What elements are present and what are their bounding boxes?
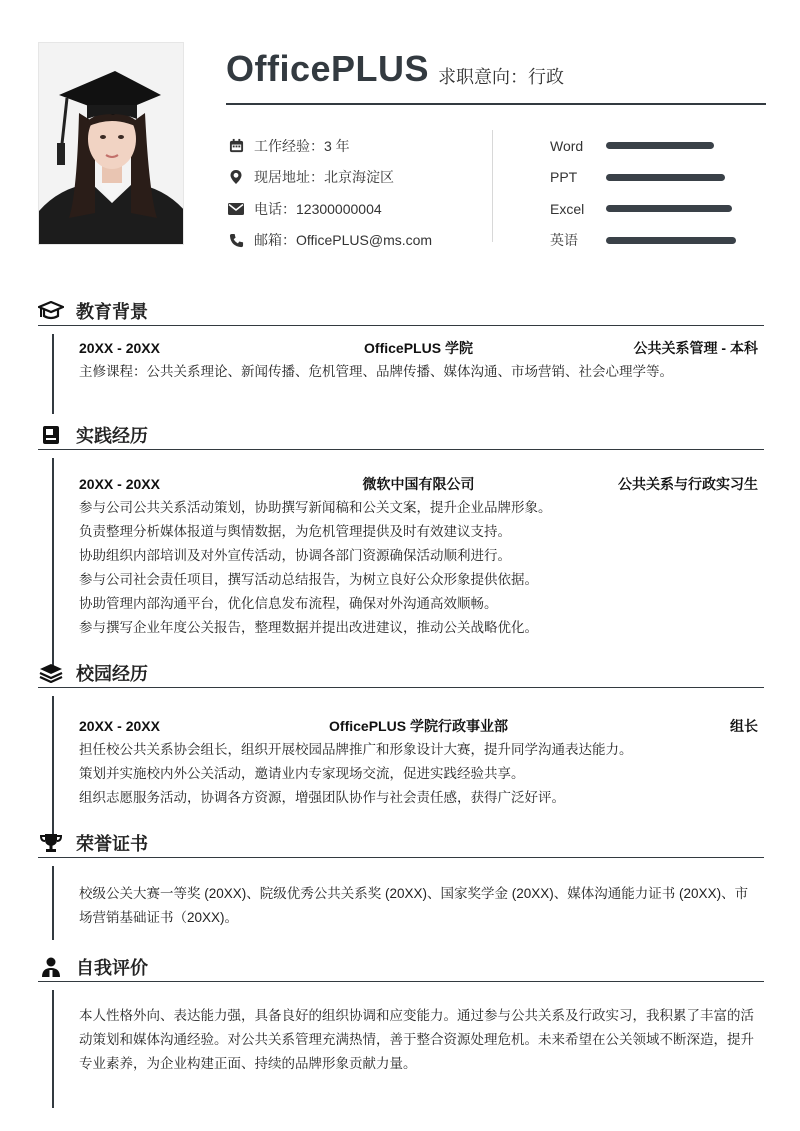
section-title-text: 校园经历: [76, 663, 148, 684]
entry-line: 组织志愿服务活动，协调各方资源，增强团队协作与社会责任感，获得广泛好评。: [79, 790, 565, 805]
section-body: [38, 326, 764, 414]
info-address-text: 现居地址：北京海淀区: [254, 169, 394, 186]
section-honors: [38, 828, 764, 940]
skill-row: [550, 225, 765, 257]
skill-label: PPT: [550, 169, 578, 186]
info-phone: [228, 193, 488, 225]
document-icon: [38, 424, 64, 446]
section-title-text: 自我评价: [76, 957, 148, 978]
skill-row: [550, 130, 765, 162]
section-body: [38, 688, 764, 834]
info-phone-text: 电话：12300000004: [254, 200, 382, 217]
info-address: [228, 162, 488, 194]
section-title: [38, 420, 764, 450]
entry-line: 策划并实施校内外公关活动，邀请业内专家现场交流，促进实践经验共享。: [79, 766, 525, 781]
calendar-icon: [228, 138, 244, 154]
info-experience: [228, 130, 488, 162]
header-divider: [226, 103, 766, 105]
profile-photo: [38, 42, 184, 245]
section-education: [38, 296, 764, 414]
self-evaluation-text: 本人性格外向、表达能力强，具备良好的组织协调和应变能力。通过参与公共关系及行政实习，我积累了丰富的活动策划和媒体沟通经验。对公共关系管理充满热情，善于整合资源处理危机。未来希望在公关领域不断深造，提升专业素养，为企业构建正面、持续的品牌形象贡献力量。: [79, 1008, 754, 1071]
skill-bar: [606, 237, 736, 244]
section-timeline: [52, 458, 54, 668]
skill-bar: [606, 205, 732, 212]
job-target: 求职意向：行政: [438, 67, 564, 87]
graduation-cap-icon: [38, 300, 64, 322]
section-body: [38, 450, 764, 668]
entry-line: 主修课程：公共关系理论、新闻传播、危机管理、品牌传播、媒体沟通、市场营销、社会心理学等。: [79, 364, 673, 379]
skill-label: 英语: [550, 232, 578, 249]
entry-line: 参与公司社会责任项目，撰写活动总结报告，为树立良好公众形象提供依据。: [79, 572, 538, 587]
skill-row: [550, 193, 765, 225]
layers-icon: [38, 662, 64, 684]
info-email-text: 邮箱：OfficePLUS@ms.com: [254, 232, 433, 249]
section-self: [38, 952, 764, 1108]
entry-org: OfficePLUS 学院: [364, 340, 473, 356]
section-title: [38, 296, 764, 326]
entry-date: 20XX - 20XX: [79, 718, 160, 734]
entry-line: 参与公司公共关系活动策划，协助撰写新闻稿和公关文案，提升企业品牌形象。: [79, 500, 552, 515]
section-body: [38, 858, 764, 940]
header-vertical-divider: [492, 130, 493, 242]
section-timeline: [52, 696, 54, 834]
section-practice: [38, 420, 764, 668]
section-body: [38, 982, 764, 1108]
entry-line: 担任校公共关系协会组长，组织开展校园品牌推广和形象设计大赛，提升同学沟通表达能力。: [79, 742, 633, 757]
skill-label: Excel: [550, 200, 585, 217]
location-pin-icon: [228, 169, 244, 185]
entry-role: 公共关系与行政实习生: [618, 476, 758, 492]
entry-line: 协助管理内部沟通平台，优化信息发布流程，确保对外沟通高效顺畅。: [79, 596, 498, 611]
envelope-icon: [228, 201, 244, 217]
section-title-text: 教育背景: [76, 301, 148, 322]
section-title: [38, 658, 764, 688]
honors-text: 校级公关大赛一等奖 (20XX)、院级优秀公共关系奖 (20XX)、国家奖学金 (20XX)、媒体沟通能力证书 (20XX)、市场营销基础证书（20XX)。: [79, 886, 749, 925]
entry-date: 20XX - 20XX: [79, 476, 160, 492]
section-title: [38, 828, 764, 858]
skill-bar: [606, 174, 725, 181]
info-email: [228, 225, 488, 257]
section-timeline: [52, 990, 54, 1108]
trophy-icon: [38, 832, 64, 854]
entry-date: 20XX - 20XX: [79, 340, 160, 356]
section-timeline: [52, 866, 54, 940]
person-icon: [38, 956, 64, 978]
section-timeline: [52, 334, 54, 414]
contact-info: [228, 130, 488, 256]
skills-panel: [550, 130, 765, 256]
entry-org: OfficePLUS 学院行政事业部: [329, 718, 508, 734]
section-title-text: 荣誉证书: [76, 833, 148, 854]
entry-line: 参与撰写企业年度公关报告，整理数据并提出改进建议，推动公关战略优化。: [79, 620, 538, 635]
section-title: [38, 952, 764, 982]
candidate-name: OfficePLUS: [226, 48, 430, 89]
entry-line: 协助组织内部培训及对外宣传活动，协调各部门资源确保活动顺利进行。: [79, 548, 511, 563]
info-experience-text: 工作经验：3 年: [254, 137, 350, 154]
entry-header: [79, 472, 758, 496]
skill-bar: [606, 142, 714, 149]
skill-row: [550, 162, 765, 194]
phone-icon: [228, 232, 244, 248]
entry-org: 微软中国有限公司: [362, 476, 475, 492]
entry-role: 组长: [730, 718, 758, 734]
section-title-text: 实践经历: [76, 425, 148, 446]
entry-header: [79, 714, 758, 738]
section-campus: [38, 658, 764, 834]
entry-role: 公共关系管理 - 本科: [633, 340, 758, 356]
skill-label: Word: [550, 137, 584, 154]
entry-line: 负责整理分析媒体报道与舆情数据，为危机管理提供及时有效建议支持。: [79, 524, 511, 539]
entry-header: [79, 336, 758, 360]
